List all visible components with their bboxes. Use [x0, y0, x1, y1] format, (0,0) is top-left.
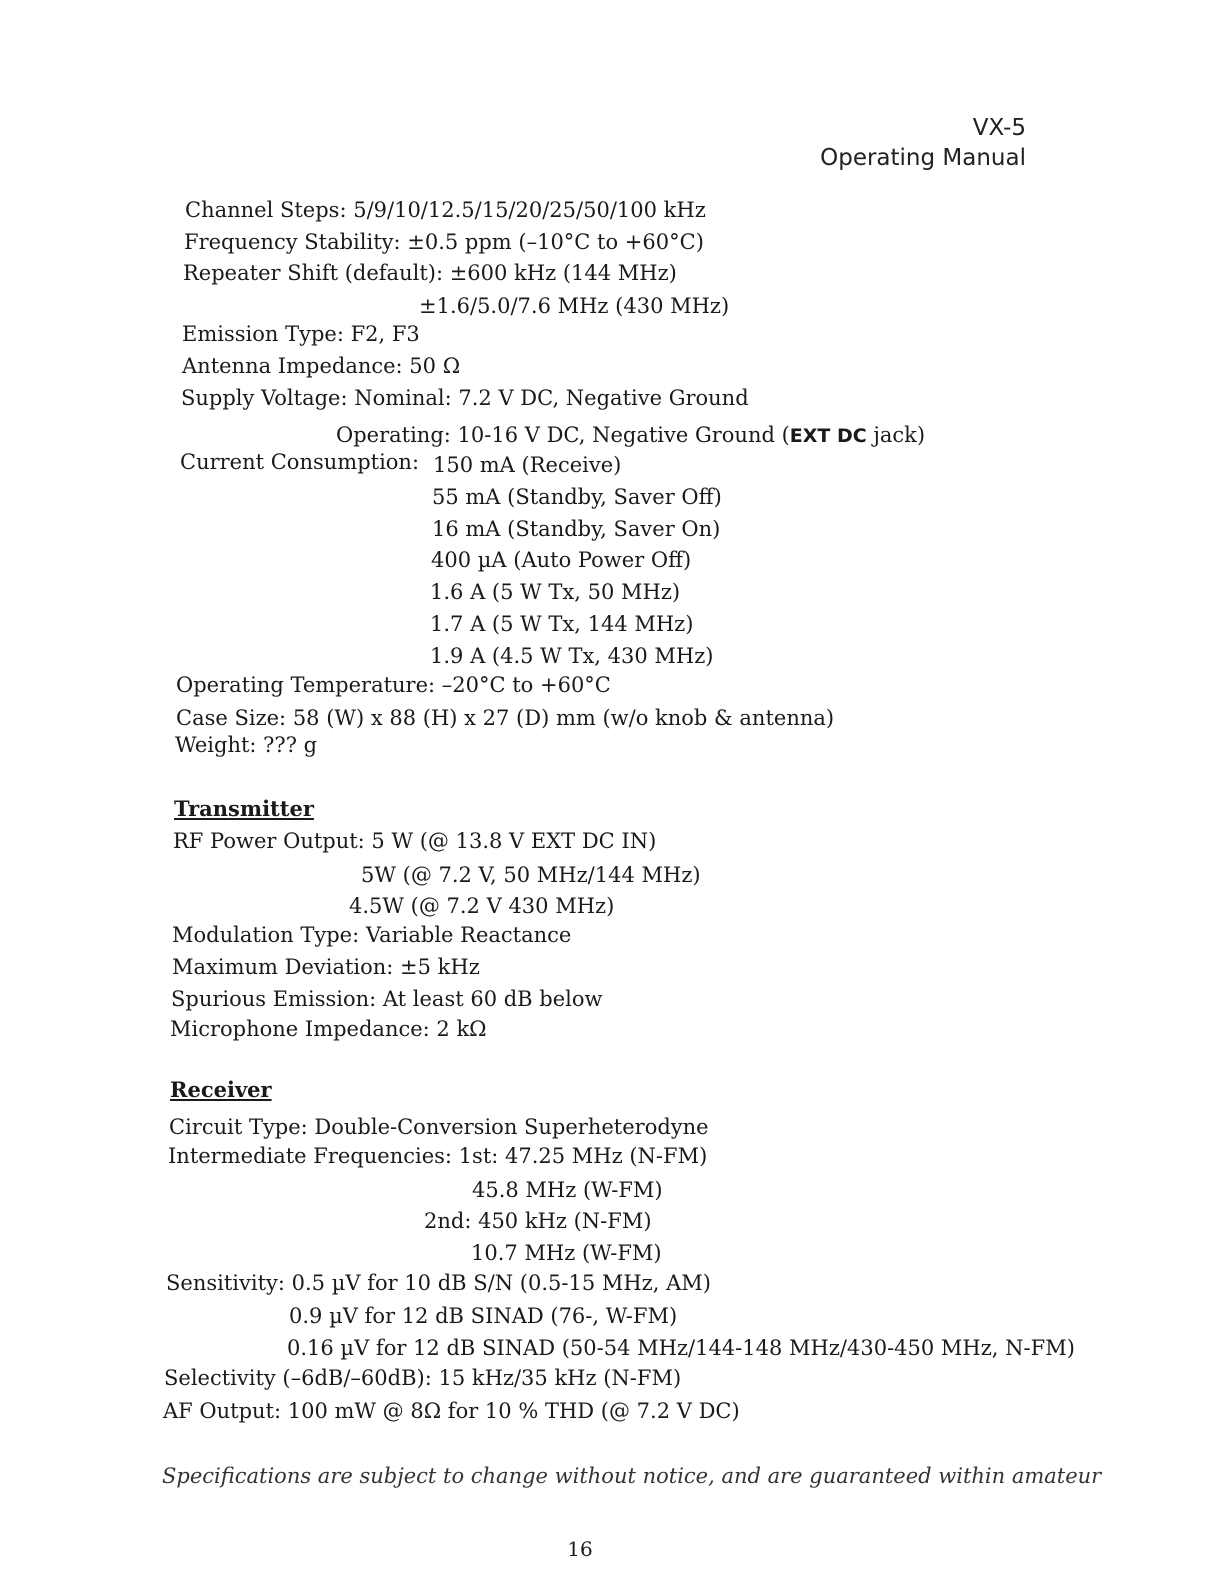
document-header	[820, 113, 1026, 173]
spec-af-output: AF Output: 100 mW @ 8Ω for 10 % THD (@ 7.2 V DC)	[163, 1399, 740, 1423]
page-number: 16	[567, 1537, 593, 1561]
specifications-note: Specifications are subject to change without notice, and are guaranteed within amateur	[162, 1464, 1102, 1488]
current-value: 1.6 A (5 W Tx, 50 MHz)	[430, 580, 681, 604]
spec-intermediate-frequencies: Intermediate Frequencies: 1st: 47.25 MHz (N-FM)	[168, 1144, 708, 1168]
supply-jack-text: jack)	[866, 423, 926, 447]
manual-title: Operating Manual	[820, 145, 1026, 171]
spec-rf-power-3: 4.5W (@ 7.2 V 430 MHz)	[349, 894, 615, 918]
transmitter-heading: Transmitter	[174, 796, 314, 821]
receiver-heading: Receiver	[170, 1077, 272, 1102]
spec-channel-steps: Channel Steps: 5/9/10/12.5/15/20/25/50/100 kHz	[185, 198, 706, 222]
spec-repeater-shift: Repeater Shift (default): ±600 kHz (144 MHz)	[183, 261, 677, 285]
spec-if-wfm: 45.8 MHz (W-FM)	[472, 1178, 663, 1202]
spec-rf-power-2: 5W (@ 7.2 V, 50 MHz/144 MHz)	[361, 863, 701, 887]
spec-selectivity: Selectivity (–6dB/–60dB): 15 kHz/35 kHz (N-FM)	[164, 1366, 682, 1390]
spec-emission-type: Emission Type: F2, F3	[182, 322, 420, 346]
spec-supply-voltage: Supply Voltage: Nominal: 7.2 V DC, Negative Ground	[181, 386, 749, 410]
supply-operating-text: Operating: 10-16 V DC, Negative Ground (	[336, 423, 790, 447]
current-value: 1.7 A (5 W Tx, 144 MHz)	[430, 612, 694, 636]
spec-sensitivity: Sensitivity: 0.5 µV for 10 dB S/N (0.5-15 MHz, AM)	[166, 1271, 711, 1295]
ext-dc-label: EXT DC	[789, 425, 867, 447]
spec-if-2nd: 2nd: 450 kHz (N-FM)	[424, 1209, 652, 1233]
spec-supply-voltage-operating	[336, 423, 925, 448]
spec-circuit-type: Circuit Type: Double-Conversion Superheterodyne	[169, 1115, 709, 1139]
spec-if-2nd-wfm: 10.7 MHz (W-FM)	[471, 1241, 662, 1265]
current-value: 400 µA (Auto Power Off)	[431, 548, 692, 572]
spec-current-label: Current Consumption:	[180, 450, 420, 474]
spec-sensitivity-3: 0.16 µV for 12 dB SINAD (50-54 MHz/144-148 MHz/430-450 MHz, N-FM)	[287, 1336, 1075, 1360]
current-value: 150 mA (Receive)	[433, 453, 622, 477]
model-name: VX-5	[972, 115, 1026, 141]
spec-antenna-impedance: Antenna Impedance: 50 Ω	[182, 354, 461, 378]
spec-case-size: Case Size: 58 (W) x 88 (H) x 27 (D) mm (w/o knob & antenna)	[176, 706, 835, 730]
spec-spurious-emission: Spurious Emission: At least 60 dB below	[171, 987, 603, 1011]
current-value: 16 mA (Standby, Saver On)	[432, 517, 721, 541]
spec-modulation-type: Modulation Type: Variable Reactance	[172, 923, 572, 947]
spec-operating-temperature: Operating Temperature: –20°C to +60°C	[176, 673, 611, 697]
current-value: 55 mA (Standby, Saver Off)	[432, 485, 722, 509]
spec-frequency-stability: Frequency Stability: ±0.5 ppm (–10°C to +60°C)	[184, 230, 704, 254]
spec-sensitivity-2: 0.9 µV for 12 dB SINAD (76-, W-FM)	[289, 1304, 678, 1328]
spec-weight: Weight: ??? g	[175, 733, 318, 757]
current-value: 1.9 A (4.5 W Tx, 430 MHz)	[430, 644, 714, 668]
spec-mic-impedance: Microphone Impedance: 2 kΩ	[170, 1017, 487, 1041]
spec-rf-power: RF Power Output: 5 W (@ 13.8 V EXT DC IN)	[173, 829, 657, 853]
spec-max-deviation: Maximum Deviation: ±5 kHz	[172, 955, 480, 979]
spec-repeater-shift-430: ±1.6/5.0/7.6 MHz (430 MHz)	[419, 294, 730, 318]
